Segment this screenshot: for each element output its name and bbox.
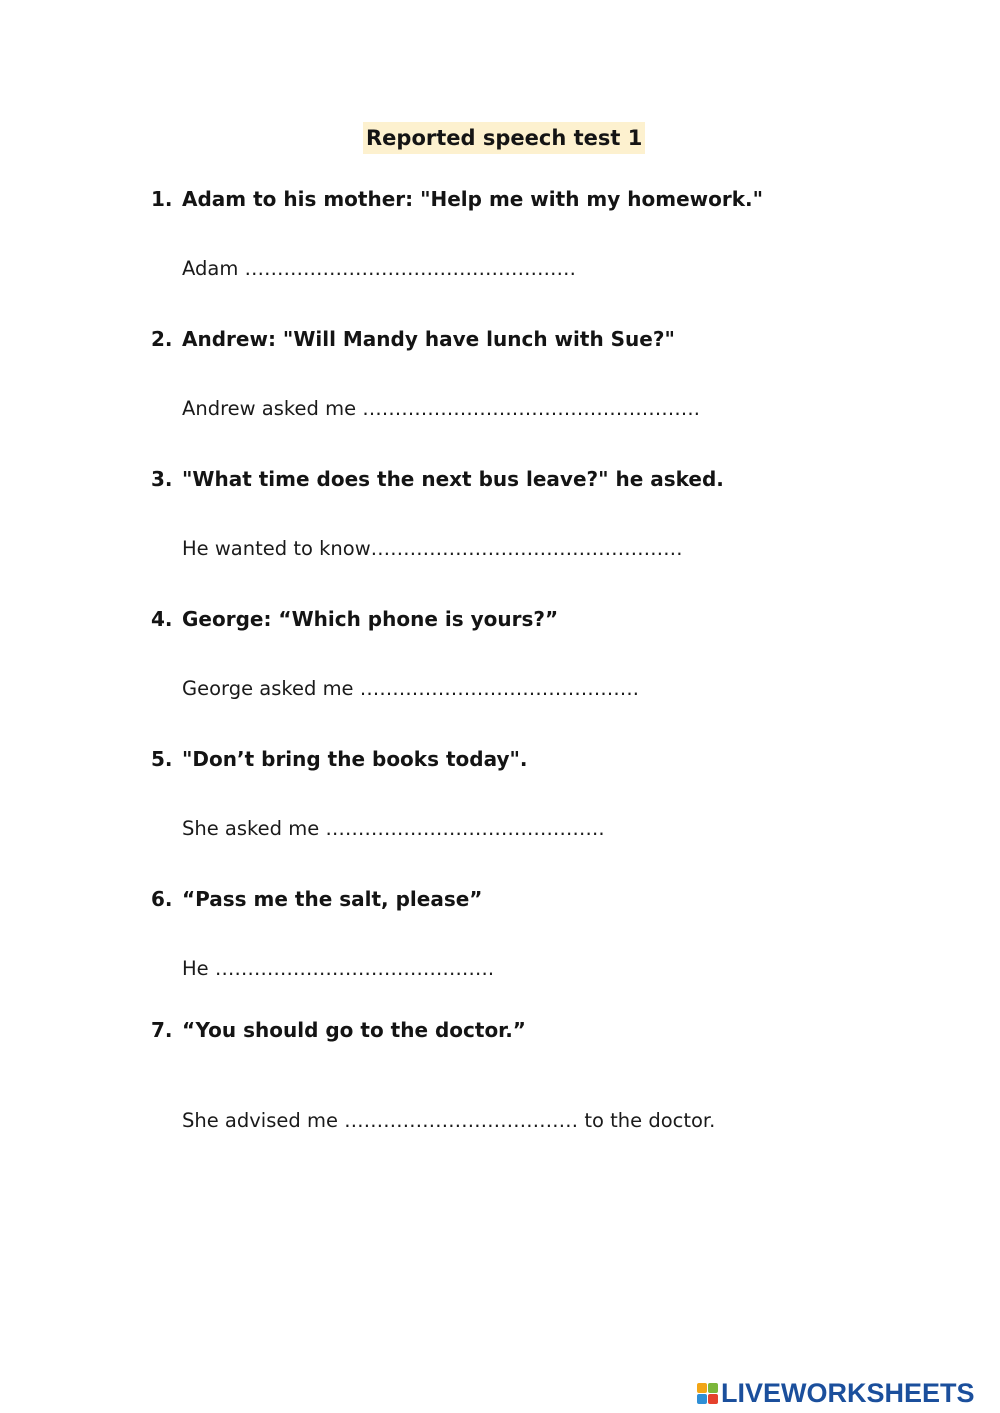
liveworksheets-logo-text: LIVEWORKSHEETS xyxy=(721,1378,975,1408)
question-number: 7. xyxy=(151,1018,173,1042)
question-prompt: Adam to his mother: "Help me with my homework." xyxy=(182,187,764,211)
worksheet-title: Reported speech test 1 xyxy=(363,122,645,154)
question-prompt: George: “Which phone is yours?” xyxy=(182,607,559,631)
question-prompt: "What time does the next bus leave?" he asked. xyxy=(182,467,724,491)
answer-line-4[interactable]: George asked me ……………………………………. xyxy=(182,677,639,700)
answer-line-1[interactable]: Adam …………………………………………… xyxy=(182,257,577,280)
question-7 xyxy=(151,1017,526,1043)
question-6 xyxy=(151,886,482,912)
question-prompt: “You should go to the doctor.” xyxy=(182,1018,526,1042)
question-number: 5. xyxy=(151,747,173,771)
question-5 xyxy=(151,746,528,772)
question-number: 1. xyxy=(151,187,173,211)
question-number: 2. xyxy=(151,327,173,351)
question-3 xyxy=(151,466,724,492)
liveworksheets-logo-icon xyxy=(697,1383,718,1404)
question-prompt: "Don’t bring the books today". xyxy=(182,747,528,771)
answer-line-6[interactable]: He ……………………………………. xyxy=(182,957,495,980)
question-4 xyxy=(151,606,558,632)
question-number: 4. xyxy=(151,607,173,631)
question-2 xyxy=(151,326,675,352)
answer-line-3[interactable]: He wanted to know………………………………………… xyxy=(182,537,683,560)
question-number: 6. xyxy=(151,887,173,911)
question-number: 3. xyxy=(151,467,173,491)
question-prompt: Andrew: "Will Mandy have lunch with Sue?" xyxy=(182,327,675,351)
answer-line-7[interactable]: She advised me ……………………………… to the doctor. xyxy=(182,1109,716,1132)
answer-line-2[interactable]: Andrew asked me ……………………………………………. xyxy=(182,397,700,420)
question-prompt: “Pass me the salt, please” xyxy=(182,887,483,911)
answer-line-5[interactable]: She asked me ……………………………………. xyxy=(182,817,605,840)
question-1 xyxy=(151,186,763,212)
liveworksheets-logo xyxy=(697,1378,975,1408)
